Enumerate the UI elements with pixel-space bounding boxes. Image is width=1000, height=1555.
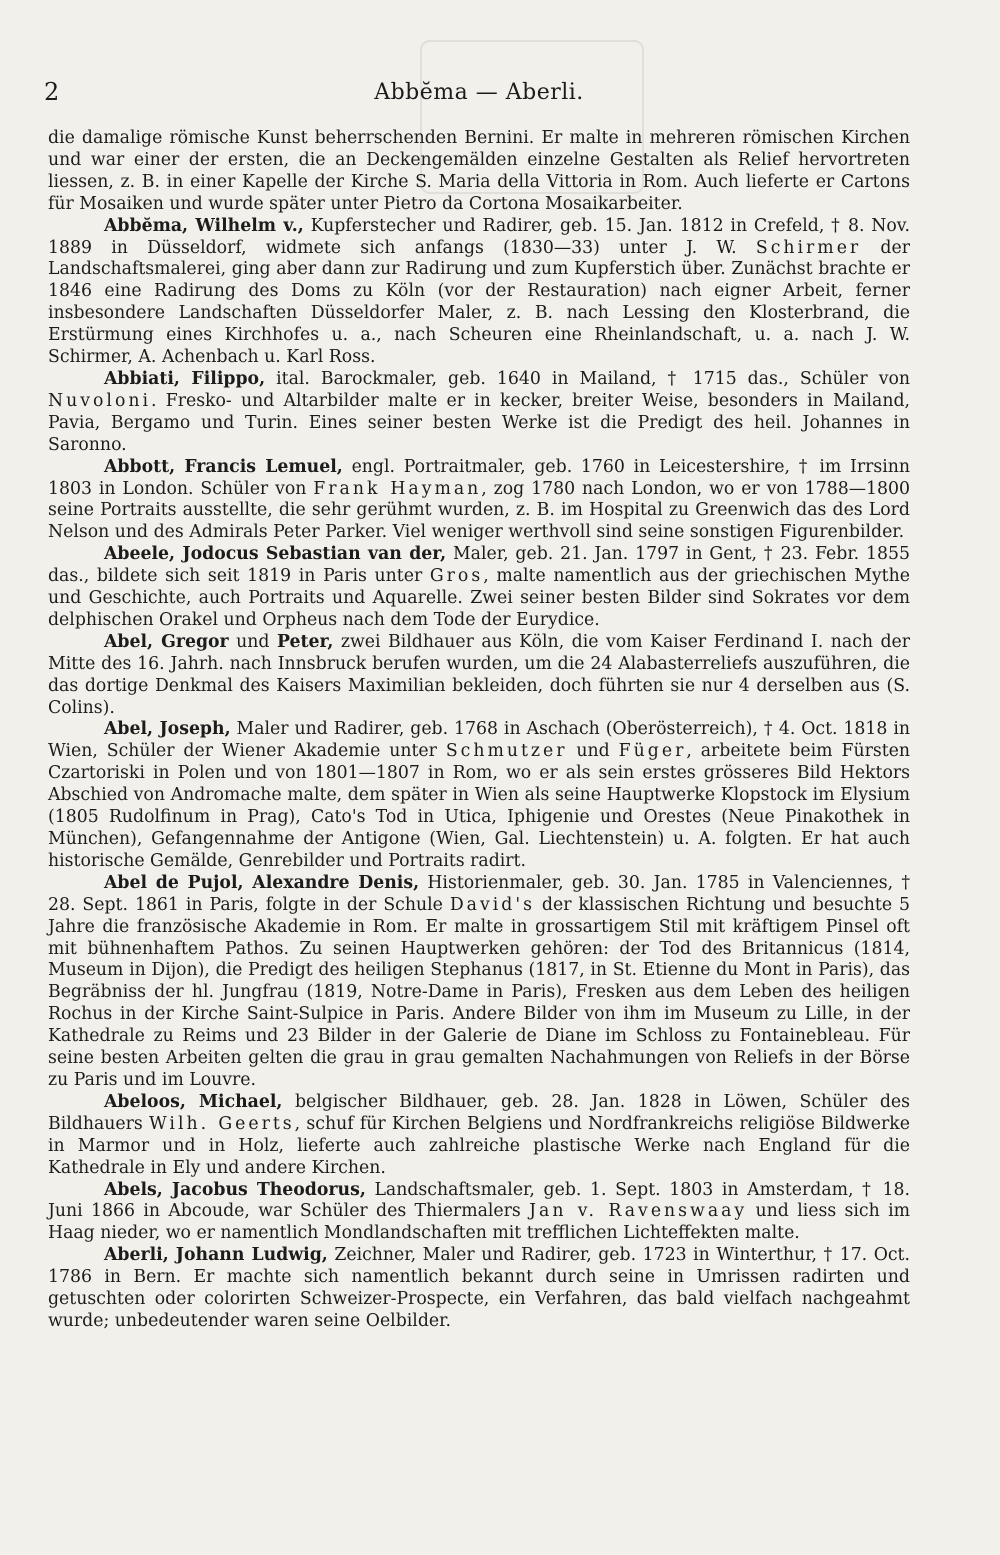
- entry-headword: Abel de Pujol, Alexandre Denis,: [104, 872, 420, 893]
- dictionary-entry: [48, 873, 910, 1092]
- spaced-name: Füger: [618, 741, 687, 762]
- body-text: [48, 128, 910, 1333]
- entry-text: der Landschaftsmalerei, ging aber dann zur Radirung und zum Kupferstich über. Zunächst brachte er 1846 eine Radirung des Doms zu Köln (vor der Restauration) nach eigner Arbeit, ferner insbesondere Landschaften Düsseldorfer Maler, z. B. nach Lessing den Klosterbrand, die Erstürmung eines Kirchhofes u. a., nach Scheuren eine Rheinlandschaft, u. a. nach J. W. Schirmer, A. Achenbach u. Karl Ross.: [48, 237, 910, 368]
- entry-headword: Abbĕma, Wilhelm v.,: [104, 215, 304, 236]
- entry-text: belgischer Bildhauer, geb. 28. Jan. 1828 in Löwen, Schüler des Bildhauers: [48, 1091, 910, 1134]
- entry-text: und liess sich im Haag nieder, wo er namentlich Mondlandschaften mit trefflichen Lichteffekten malte.: [48, 1201, 910, 1244]
- entry-text: , arbeitete beim Fürsten Czartoriski in Polen und von 1801—1807 in Rom, wo er als sein erstes grösseres Bild Hektors Abschied von Andromache malte, dem später in Wien als seine Hauptwerke Klopstock im Elysium (1805 Rudolfinum in Prag), Cato's Tod in Utica, Iphigenie und Orestes (Neue Pinakothek in München), Gefangennahme der Antigone (Wien, Gal. Liechtenstein) u. A. folgten. Er hat auch historische Gemälde, Genrebilder und Portraits radirt.: [48, 741, 911, 871]
- entry-text: der klassischen Richtung und besuchte 5 Jahre die französische Akademie in Rom. Er malte in grossartigem Stil mit kräftigem Pinsel oft mit bühnenhaftem Pathos. Zu seinen Hauptwerken gehören: der Tod des Britannicus (1814, Museum in Dijon), die Predigt des heiligen Stephanus (1817, in St. Etienne du Mont in Paris), das Begräbniss der hl. Jungfrau (1819, Notre-Dame in Paris), Fresken aus dem Leben des heiligen Rochus in der Kirche Saint-Sulpice in Paris. Andere Bilder von ihm im Museum zu Lille, in der Kathedrale zu Reims und 23 Bilder in der Galerie de Diane im Schloss zu Fontainebleau. Für seine besten Arbeiten gelten die grau in grau gemalten Nachahmungen von Reliefs in der Börse zu Paris und im Louvre.: [48, 894, 911, 1090]
- running-title: Abbĕma — Aberli.: [374, 80, 584, 105]
- entry-text: , schuf für Kirchen Belgiens und Nordfrankreichs religiöse Bildwerke in Marmor und in Holz, lieferte auch zahlreiche plastische Werke nach England für die Kathedrale in Ely und andere Kirchen.: [48, 1113, 910, 1178]
- spaced-name: David's: [449, 894, 535, 915]
- spaced-name: Frank Hayman: [313, 478, 482, 499]
- dictionary-entry: [48, 1245, 910, 1333]
- entry-headword: Abeele, Jodocus Sebastian van der,: [104, 544, 447, 565]
- entry-headword: Abel, Joseph,: [104, 719, 231, 740]
- spaced-name: Jan v. Ravenswaay: [529, 1201, 748, 1222]
- spaced-name: Gros: [429, 566, 484, 587]
- spaced-name: Nuvoloni: [48, 390, 152, 411]
- dictionary-entry: [48, 457, 910, 545]
- entry-headword: Aberli, Johann Ludwig,: [104, 1245, 328, 1266]
- dictionary-entry: [48, 632, 910, 720]
- dictionary-entry: [48, 1180, 910, 1246]
- dictionary-entry: [48, 719, 910, 872]
- entry-text: , malte namentlich aus der griechischen Mythe und Geschichte, auch Portraits und Aquarelle. Zwei seiner besten Bilder sind Sokrates vor dem delphischen Orakel und Orpheus nach dem Tode der Eurydice.: [48, 566, 910, 630]
- entry-text: zwei Bildhauer aus Köln, die vom Kaiser Ferdinand I. nach der Mitte des 16. Jahrh. nach Innsbruck berufen wurden, um die 24 Alabasterreliefs auszuführen, die das dortige Denkmal des Kaisers Maximilian bekleiden, doch führten sie nur 4 derselben aus (S. Colins).: [48, 631, 910, 718]
- spaced-name: Schmutzer: [445, 741, 568, 762]
- entry-text: Landschaftsmaler, geb. 1. Sept. 1803 in Amsterdam, † 18. Juni 1866 in Abcoude, war Schüler des Thiermalers: [48, 1179, 910, 1222]
- entry-text: Maler, geb. 21. Jan. 1797 in Gent, † 23. Febr. 1855 das., bildete sich seit 1819 in Paris unter: [48, 544, 910, 587]
- entry-headword: Abbott, Francis Lemuel,: [104, 456, 343, 477]
- dictionary-entry: [48, 369, 910, 457]
- entry-text: Zeichner, Maler und Radirer, geb. 1723 in Winterthur, † 17. Oct. 1786 in Bern. Er machte sich namentlich bekannt durch seine in Umrissen radirten und getuschten oder colorirten Schweizer-Prospecte, ein Verfahren, das bald vielfach nachgeahmt wurde; unbedeutender waren seine Oelbilder.: [48, 1245, 910, 1331]
- dictionary-entry: [48, 1092, 910, 1180]
- entry-text: ital. Barockmaler, geb. 1640 in Mailand, † 1715 das., Schüler von: [265, 368, 910, 389]
- page-header: [44, 78, 914, 112]
- entry-text: , zog 1780 nach London, wo er von 1788—1800 seine Portraits ausstellte, die sehr gerühmt wurden, z. B. im Hospital zu Greenwich das des Lord Nelson und des Admirals Peter Parker. Viel weniger werthvoll sind seine sonstigen Figurenbilder.: [48, 478, 911, 543]
- entry-text: Historienmaler, geb. 30. Jan. 1785 in Valenciennes, † 28. Sept. 1861 in Paris, folgte in der Schule: [48, 872, 911, 915]
- entry-headword: Abels, Jacobus Theodorus,: [104, 1179, 366, 1200]
- entry-text: Kupferstecher und Radirer, geb. 15. Jan. 1812 in Crefeld, † 8. Nov. 1889 in Düsseldorf, widmete sich anfangs (1830—33) unter J. W.: [48, 215, 910, 258]
- entry-text: und: [228, 631, 277, 652]
- spaced-name: Wilh. Geerts: [148, 1113, 295, 1134]
- entry-text: engl. Portraitmaler, geb. 1760 in Leicestershire, † im Irrsinn 1803 in London. Schüler von: [48, 456, 910, 499]
- entry-text: Maler und Radirer, geb. 1768 in Aschach (Oberösterreich), † 4. Oct. 1818 in Wien, Schüler der Wiener Akademie unter: [48, 719, 910, 762]
- intro-paragraph: die damalige römische Kunst beherrschenden Bernini. Er malte in mehreren römischen Kirchen und war einer der ersten, die an Deckengemälden einzelne Gestalten als Relief hervortreten liessen, z. B. in einer Kapelle der Kirche S. Maria della Vittoria in Rom. Auch lieferte er Cartons für Mosaiken und wurde später unter Pietro da Cortona Mosaikarbeiter.: [48, 128, 910, 214]
- entry-text: . Fresko- und Altarbilder malte er in kecker, breiter Weise, besonders in Mailand, Pavia, Bergamo und Turin. Eines seiner besten Werke ist die Predigt des heil. Johannes in Saronno.: [48, 390, 910, 455]
- entry-headword: Abeloos, Michael,: [104, 1091, 283, 1112]
- entry-headword: Abel, Gregor: [104, 631, 229, 652]
- page-number: 2: [44, 78, 60, 106]
- dictionary-entry: [48, 544, 910, 632]
- entry-headword: Peter,: [277, 631, 334, 652]
- entry-headword: Abbiati, Filippo,: [104, 368, 266, 389]
- entry-text: und: [567, 741, 619, 762]
- spaced-name: Schirmer: [755, 237, 862, 258]
- dictionary-entry: [48, 216, 910, 369]
